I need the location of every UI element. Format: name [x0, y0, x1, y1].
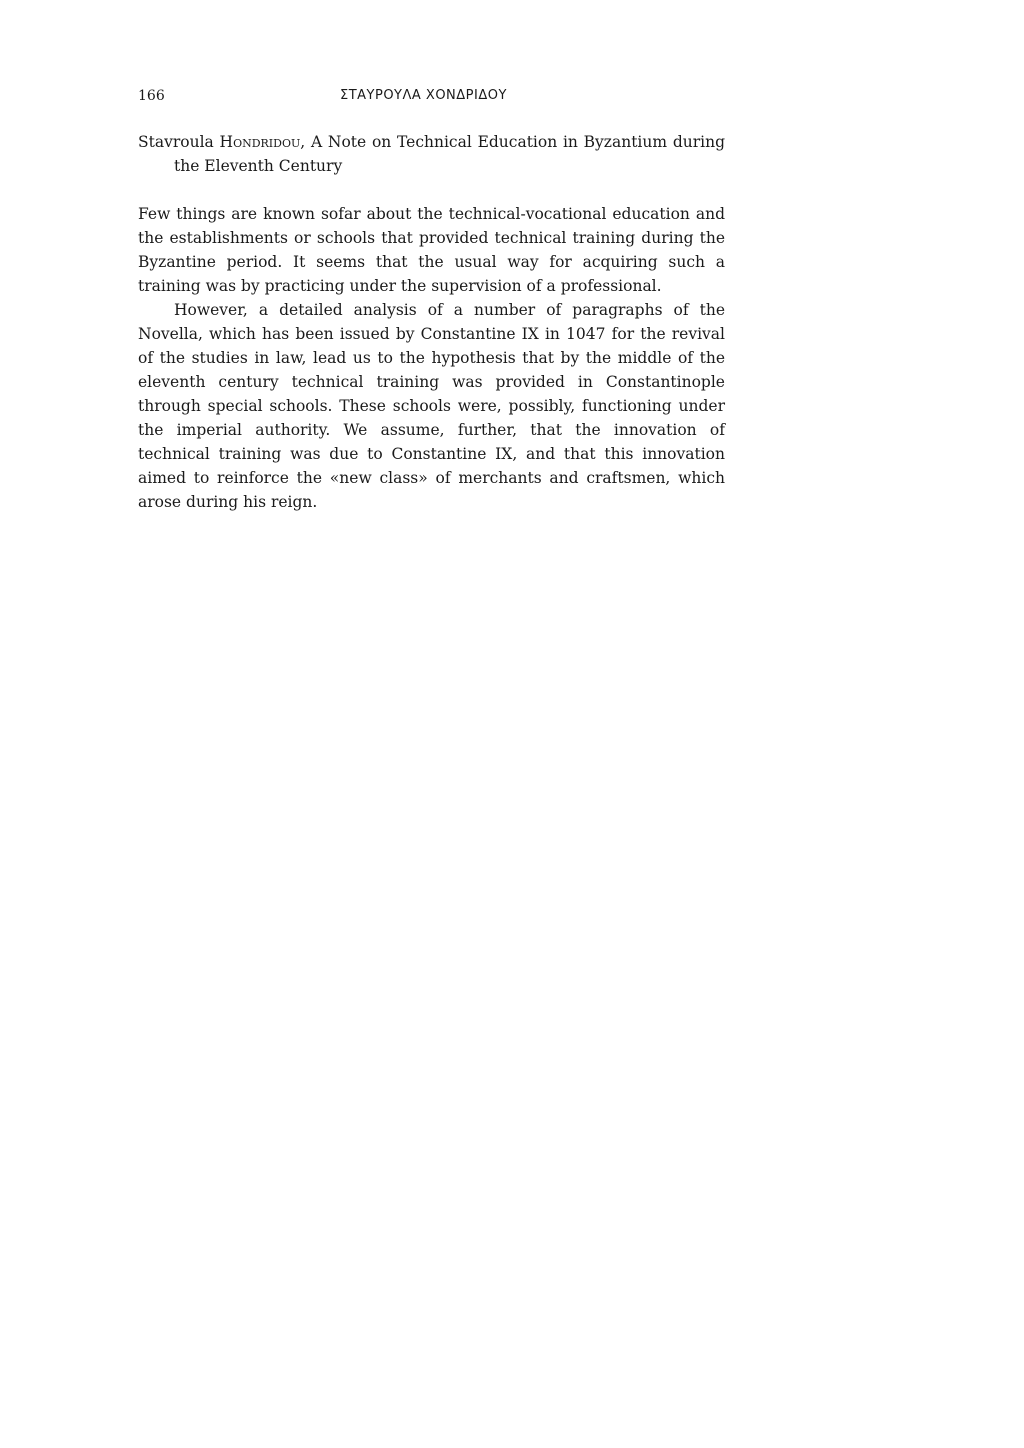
article-title: , A Note on Technical Education in Byzantium during the Eleventh Century: [174, 133, 725, 175]
running-head: [138, 84, 725, 108]
abstract-paragraph: Few things are known sofar about the technical-vocational education and the establishments or schools that provided technical training during the Byzantine period. It seems that the usual way for acquiring such a training was by practicing under the supervision of a professional.: [138, 205, 725, 295]
author-given-name: Stavroula: [138, 133, 214, 151]
article-heading: [138, 130, 725, 178]
page: [138, 84, 725, 514]
abstract-paragraph: However, a detailed analysis of a number of paragraphs of the Novella, which has been issued by Constantine IX in 1047 for the revival of the studies in law, lead us to the hypothesis that by the middle of the eleventh century technical training was provided in Constantinople through special schools. These schools were, possibly, functioning under the imperial authority. We assume, further, that the innovation of technical training was due to Constantine IX, and that this innovation aimed to reinforce the «new class» of merchants and craftsmen, which arose during his reign.: [138, 301, 725, 511]
author-surname: Hondridou: [219, 133, 301, 151]
running-title: ΣΤΑΥΡΟΥΛΑ ΧΟΝΔΡΙΔΟΥ: [340, 88, 507, 103]
page-number: 166: [138, 88, 165, 104]
abstract: [138, 202, 725, 514]
